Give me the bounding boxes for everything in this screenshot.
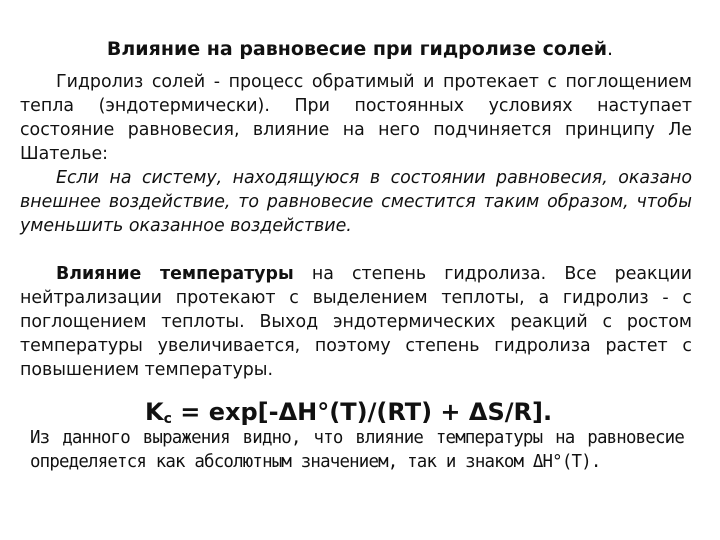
- formula-expression: = exp[-ΔH°(T)/(RT) + ΔS/R].: [171, 398, 553, 426]
- formula-subscript: c: [163, 411, 172, 427]
- title-dot: .: [607, 38, 614, 60]
- hydrolysis-paragraph: [20, 70, 692, 166]
- slide-title: [0, 37, 720, 61]
- hydrolysis-text: Гидролиз солей - процесс обратимый и протекает с поглощением тепла (эндотермически). При постоянных условиях наступает состояние равновесия, влияние на него подчиняется принципу Ле Шателье:: [20, 72, 692, 164]
- le-chatelier-principle: [20, 166, 692, 238]
- temperature-paragraph: [20, 262, 692, 382]
- temperature-text: на степень гидролиза. Все реакции нейтрализации протекают с выделением теплоты, а гидролиз - с поглощением теплоты. Выход эндотермических реакций с ростом температуры увеличивается, поэтому степень гидролиза растет с повышением температуры.: [20, 264, 692, 380]
- title-text: Влияние на равновесие при гидролизе солей: [106, 38, 608, 60]
- temperature-heading: Влияние температуры: [56, 264, 294, 284]
- conclusion-paragraph: [30, 426, 684, 474]
- le-chatelier-text: Если на систему, находящуюся в состоянии равновесия, оказано внешнее воздействие, то равновесие сместится таким образом, чтобы уменьшить оказанное воздействие.: [20, 168, 692, 236]
- formula-k: K: [145, 398, 164, 426]
- conclusion-text: Из данного выражения видно, что влияние температуры на равновесие определяется как абсолютным значением, так и знаком ΔH°(T).: [30, 428, 684, 472]
